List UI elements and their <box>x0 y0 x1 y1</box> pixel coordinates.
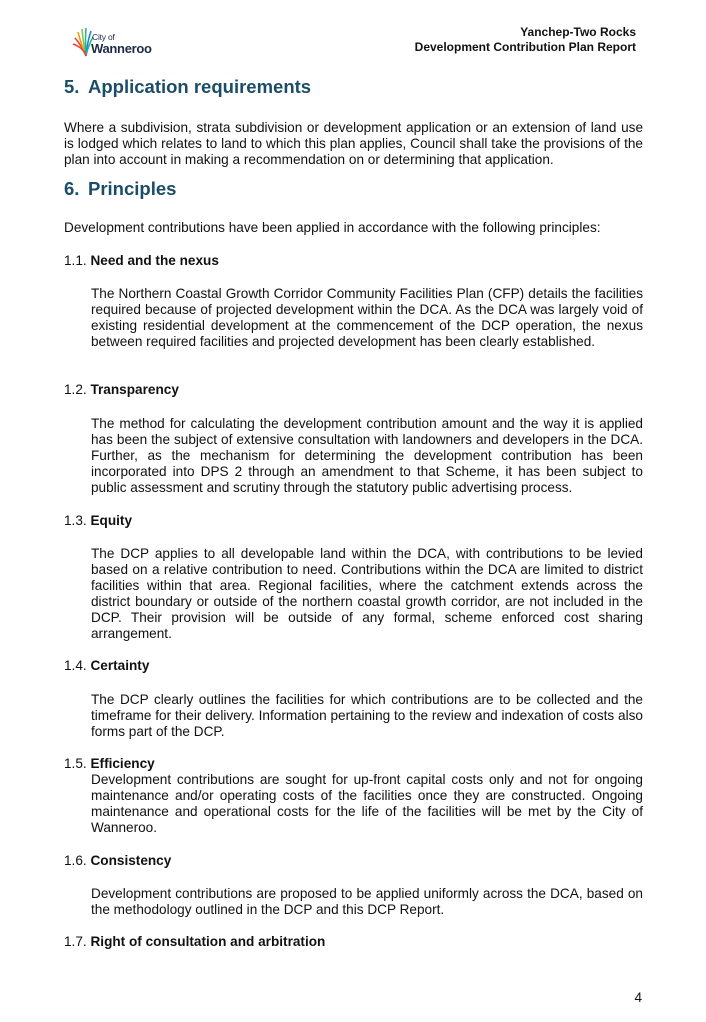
principle-title: Consistency <box>90 853 172 868</box>
logo-text-city-of: City of <box>92 32 115 42</box>
principle-number: 1.7. <box>64 934 87 949</box>
section-heading-principles <box>64 178 176 200</box>
principle-heading-right-of-consultation <box>64 934 325 950</box>
principle-body-equity: The DCP applies to all developable land within the DCA, with contributions to be levied based on a relative contribution to need. Contributions within the DCA are limited to district facilities within that area. Regional facilities, where the catchment extends across the district boundary or outside of the northern coastal growth corridor, are not included in the DCP. Their provision will be outside of any formal, scheme enforced cost sharing arrangement. <box>91 546 643 641</box>
principle-title: Certainty <box>90 658 150 673</box>
city-of-wanneroo-logo <box>72 26 172 60</box>
section-number: 5. <box>64 76 80 97</box>
principle-body-consistency: Development contributions are proposed to be applied uniformly across the DCA, based on the methodology outlined in the DCP and this DCP Report. <box>91 886 643 917</box>
principle-body-need-and-nexus: The Northern Coastal Growth Corridor Community Facilities Plan (CFP) details the facilities required because of projected development within the DCA. As the DCA was largely void of existing residential development at the commencement of the DCP operation, the nexus between required facilities and projected development has been clearly established. <box>91 286 643 349</box>
principle-heading-transparency <box>64 382 179 398</box>
application-requirements-paragraph: Where a subdivision, strata subdivision or development application or an extension of land use is lodged which relates to land to which this plan applies, Council shall take the provisions of the plan into account in making a recommendation on or determining that application. <box>64 120 643 167</box>
section-number: 6. <box>64 178 80 199</box>
principle-title: Efficiency <box>90 756 155 771</box>
principle-number: 1.2. <box>64 382 87 397</box>
document-header-title <box>415 25 636 55</box>
principle-heading-certainty <box>64 658 149 674</box>
principle-heading-equity <box>64 513 132 529</box>
principle-title: Transparency <box>90 382 179 397</box>
principle-body-transparency: The method for calculating the development contribution amount and the way it is applied has been the subject of extensive consultation with landowners and developers in the DCA. Further, as the mechanism for determining the development contribution has been incorporated into DPS 2 through an amendment to that Scheme, it has been subject to public assessment and scrutiny through the statutory public advertising process. <box>91 416 643 495</box>
logo-text-wanneroo: Wanneroo <box>91 41 152 56</box>
principle-number: 1.4. <box>64 658 87 673</box>
principle-heading-need-and-nexus <box>64 253 219 269</box>
principle-number: 1.3. <box>64 513 87 528</box>
principle-heading-consistency <box>64 853 171 869</box>
principle-title: Need and the nexus <box>90 253 219 268</box>
principle-number: 1.1. <box>64 253 87 268</box>
principle-body-efficiency: Development contributions are sought for up-front capital costs only and not for ongoing maintenance and/or operating costs of the facilities once they are constructed. Ongoing maintenance and operational costs for the life of the facilities will be met by the City of Wanneroo. <box>91 772 643 835</box>
principle-number: 1.5. <box>64 756 87 771</box>
principle-heading-efficiency <box>64 756 155 772</box>
principle-title: Right of consultation and arbitration <box>90 934 326 949</box>
principle-title: Equity <box>90 513 133 528</box>
principle-body-certainty: The DCP clearly outlines the facilities for which contributions are to be collected and the timeframe for their delivery. Information pertaining to the review and indexation of costs also forms part of the DCP. <box>91 692 643 739</box>
section-title: Principles <box>88 178 177 199</box>
header-title-line-2: Development Contribution Plan Report <box>414 40 636 54</box>
section-title: Application requirements <box>88 76 312 97</box>
principles-intro-paragraph: Development contributions have been applied in accordance with the following principles: <box>64 220 601 235</box>
page-number: 4 <box>634 990 642 1005</box>
section-heading-application-requirements <box>64 76 311 98</box>
principle-number: 1.6. <box>64 853 87 868</box>
header-title-line-1: Yanchep-Two Rocks <box>520 25 636 39</box>
